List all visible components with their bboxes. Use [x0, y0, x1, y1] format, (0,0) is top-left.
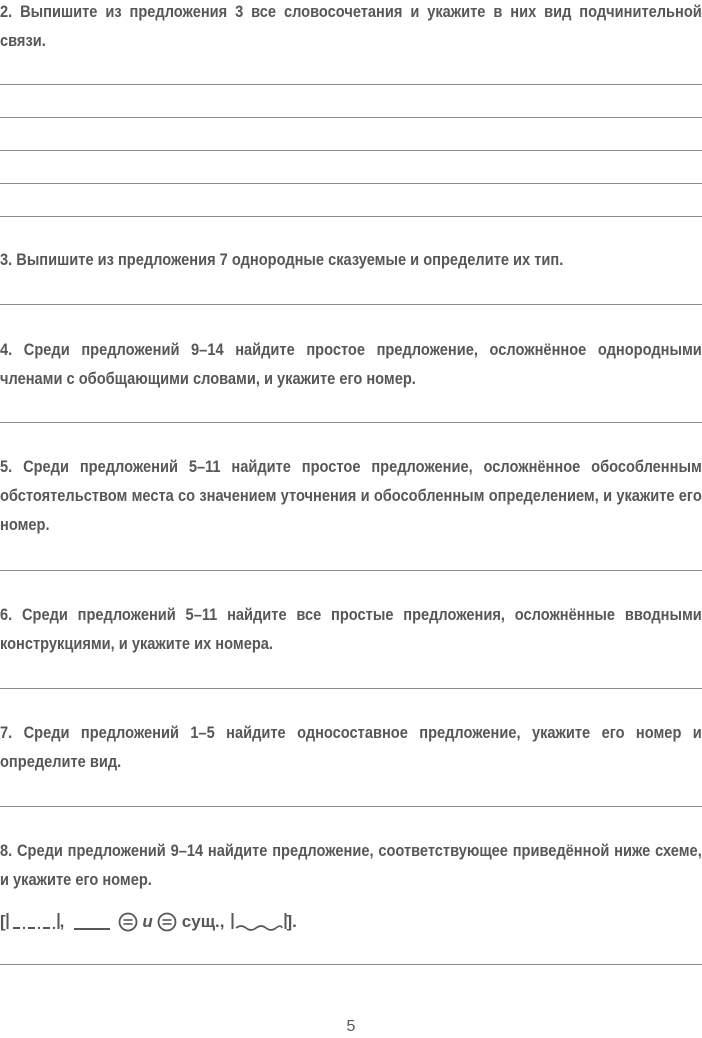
- answer-line[interactable]: [0, 150, 702, 151]
- answer-line[interactable]: [0, 84, 702, 85]
- scheme-noun-label: сущ.,: [181, 912, 225, 931]
- answer-line[interactable]: [0, 422, 702, 423]
- answer-line[interactable]: [0, 216, 702, 217]
- task-3-text: 3. Выпишите из предложения 7 однородные сказуемые и определите их тип.: [0, 250, 564, 269]
- answer-line[interactable]: [0, 304, 702, 305]
- homogeneous-member-underline-icon: [74, 909, 110, 935]
- page-number: 5: [346, 1018, 356, 1035]
- task-5-text: 5. Среди предложений 5–11 найдите простое предложение, осложнённое обособленным обстоятельством места со значением уточнения и обособленным определением, и укажите его номер.: [0, 457, 702, 534]
- subject-underline-icon: [6, 909, 60, 935]
- scheme-open-bracket: [: [0, 912, 6, 931]
- homogeneous-member-circle-icon: [157, 912, 177, 932]
- scheme-conjunction: и: [142, 912, 153, 931]
- homogeneous-member-circle-icon: [118, 912, 138, 932]
- scheme-comma: ,: [59, 912, 65, 931]
- answer-line[interactable]: [0, 964, 702, 965]
- task-6-text: 6. Среди предложений 5–11 найдите все простые предложения, осложнённые вводными конструкциями, и укажите их номера.: [0, 605, 702, 653]
- task-2-text: 2. Выпишите из предложения 3 все словосочетания и укажите в них вид подчинительной связи.: [0, 2, 702, 50]
- task-4-text: 4. Среди предложений 9–14 найдите простое предложение, осложнённое однородными членами с обобщающими словами, и укажите его номер.: [0, 340, 702, 388]
- answer-line[interactable]: [0, 183, 702, 184]
- scheme-close-bracket: ].: [286, 912, 297, 931]
- answer-line[interactable]: [0, 570, 702, 571]
- task-7-text: 7. Среди предложений 1–5 найдите односоставное предложение, укажите его номер и определите вид.: [0, 723, 702, 771]
- answer-line[interactable]: [0, 688, 702, 689]
- answer-line[interactable]: [0, 806, 702, 807]
- task-8-text: 8. Среди предложений 9–14 найдите предложение, соответствующее приведённой ниже схеме, и укажите его номер.: [0, 841, 702, 889]
- predicate-wavy-underline-icon: [231, 909, 287, 935]
- sentence-scheme: [0, 907, 297, 937]
- answer-line[interactable]: [0, 117, 702, 118]
